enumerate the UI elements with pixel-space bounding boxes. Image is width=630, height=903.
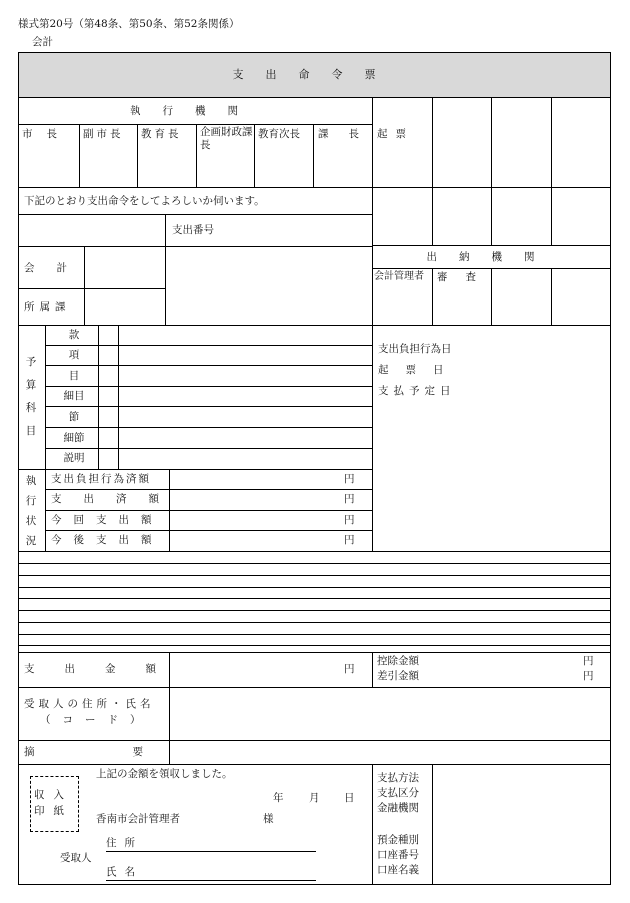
approver-planning-finance-chief: 企画財政課長 — [200, 126, 253, 151]
approver-mayor: 市長 — [22, 128, 71, 140]
amount-label: 支出金額 — [24, 663, 186, 675]
status-label: 執行状況 — [25, 475, 37, 547]
approver-drafter: 起票 — [377, 128, 414, 140]
treasury-role-accountant: 会計管理者 — [374, 271, 424, 282]
account-holder-label: 口座名義 — [377, 864, 419, 876]
form-number: 様式第20号（第48条、第50条、第52条関係） — [18, 18, 240, 30]
receiver-address-label: 住所 — [106, 837, 143, 849]
budget-item-setsu: 節 — [68, 411, 80, 423]
status-paid-amount: 支出済額 — [51, 493, 181, 505]
addressee: 香南市会計管理者 — [96, 813, 180, 825]
payment-category-label: 支払区分 — [377, 787, 419, 799]
approver-superintendent: 教育長 — [141, 128, 182, 140]
approver-vice-mayor: 副市長 — [83, 128, 124, 140]
approver-section-chief: 課長 — [318, 128, 379, 140]
execution-agency-label: 執行機関 — [130, 105, 260, 117]
payment-number-label: 支出番号 — [172, 224, 214, 236]
deduction-label: 控除金額 — [377, 655, 419, 667]
form-subtitle: 会計 — [32, 36, 53, 48]
approver-deputy-superintendent: 教育次長 — [258, 128, 300, 140]
yen-unit: 円 — [583, 670, 594, 682]
date-commitment: 支出負担行為日 — [378, 343, 452, 355]
treasury-agency-label: 出納機関 — [426, 251, 557, 263]
budget-item-saisetsu: 細節 — [63, 432, 85, 444]
account-number-label: 口座番号 — [377, 849, 419, 861]
yen-unit: 円 — [583, 655, 594, 667]
deposit-type-label: 預金種別 — [377, 834, 419, 846]
financial-institution-label: 金融機関 — [377, 802, 419, 814]
payee-code-label: （コード） — [40, 714, 153, 726]
summary-label: 摘要 — [24, 746, 241, 758]
yen-unit: 円 — [344, 473, 355, 485]
budget-item-saimoku: 細目 — [63, 390, 85, 402]
date-scheduled-payment: 支払予定日 — [378, 385, 456, 397]
status-committed-amount: 支出負担行為済額 — [51, 473, 151, 485]
date-drafted: 起票日 — [378, 364, 461, 376]
date-month: 月 — [309, 792, 320, 804]
honorific: 様 — [263, 813, 274, 825]
yen-unit: 円 — [344, 514, 355, 526]
payment-method-label: 支払方法 — [377, 772, 419, 784]
yen-unit: 円 — [344, 493, 355, 505]
revenue-stamp-label: 収入印紙 — [34, 789, 73, 817]
budget-item-setsumei: 説明 — [63, 452, 85, 464]
budget-item-moku: 目 — [68, 370, 80, 382]
form-title: 支出命令票 — [232, 68, 398, 81]
department-label: 所属課 — [24, 301, 71, 313]
receiver-name-label: 氏名 — [106, 866, 143, 878]
status-current-amount: 今回支出額 — [51, 514, 164, 526]
date-year: 年 — [273, 792, 284, 804]
budget-item-kou: 項 — [68, 349, 80, 361]
budget-label: 予算科目 — [25, 356, 37, 437]
payee-label: 受取人の住所・氏名 — [24, 698, 155, 710]
budget-item-kan: 款 — [68, 329, 80, 341]
receiver-label: 受取人 — [60, 852, 92, 864]
treasury-role-audit: 審査 — [437, 271, 494, 283]
status-future-amount: 今後支出額 — [51, 534, 164, 546]
yen-unit: 円 — [344, 663, 355, 675]
net-amount-label: 差引金額 — [377, 670, 419, 682]
receipt-text: 上記の金額を領収しました。 — [96, 768, 233, 780]
date-day: 日 — [344, 792, 355, 804]
accounting-label: 会計 — [24, 262, 89, 274]
yen-unit: 円 — [344, 534, 355, 546]
request-text: 下記のとおり支出命令をしてよろしいか伺います。 — [24, 195, 265, 207]
